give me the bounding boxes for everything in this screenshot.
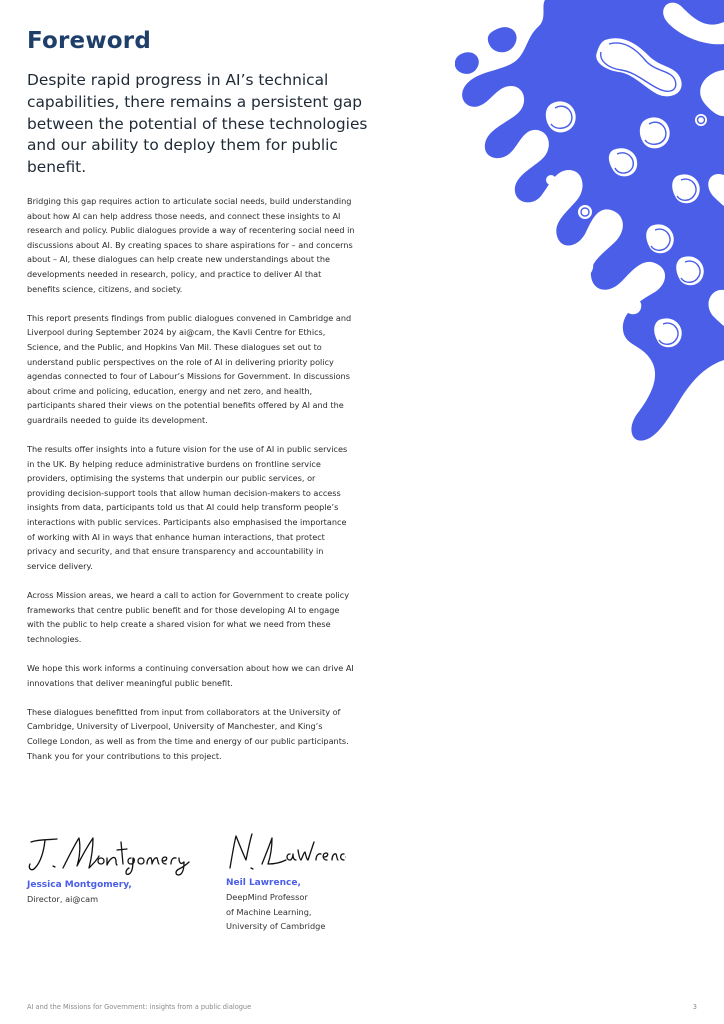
signatory-lawrence <box>226 830 406 934</box>
signature-lawrence <box>226 830 346 874</box>
body-text <box>27 194 355 778</box>
paragraph: Bridging this gap requires action to articulate social needs, build understanding about how AI can help address those needs, and connect these insights to AI research and policy. Public dialogues provide a way of recentering social need in discussions about AI. By creating spaces to share aspirations for – and concerns about – AI, these dialogues can help create new understandings about the developments needed in research, policy, and practice to deliver AI that benefits science, citizens, and society. <box>27 196 355 294</box>
intro-lede: Despite rapid progress in AI’s technical capabilities, there remains a persistent gap between the potential of these technologies and our ability to deploy them for public benefit. <box>27 71 368 177</box>
signatory-role: University of Cambridge <box>226 921 326 931</box>
paragraph: We hope this work informs a continuing conversation about how we can drive AI innovations that deliver meaningful public benefit. <box>27 663 354 688</box>
paragraph: Across Mission areas, we heard a call to action for Government to create policy frameworks that centre public benefit and for those developing AI to engage with the public to help create a shared vision for what we need from these technologies. <box>27 590 350 644</box>
signatory-montgomery <box>27 834 207 907</box>
signatory-role: Director, ai@cam <box>27 894 99 904</box>
coral-solid-shapes <box>455 0 724 441</box>
signatory-name: Neil Lawrence, <box>226 878 301 888</box>
paragraph: The results offer insights into a future vision for the use of AI in public services in the UK. By helping reduce administrative burdens on frontline service providers, optimising the systems that underpin our public services, or providing decision-support tools that allow human decision-makers to access insights from data, participants told us that AI could help transform people’s interactions with public services. Participants also emphasised the importance of working with AI in ways that enhance human interactions, that protect privacy and security, and that ensure transparency and accountability in service delivery. <box>27 444 348 571</box>
signatory-role: DeepMind Professor <box>226 892 308 902</box>
footer-text: AI and the Missions for Government: insights from a public dialogue <box>27 1003 252 1011</box>
signatory-name: Jessica Montgomery, <box>27 880 132 890</box>
paragraph: This report presents findings from public dialogues convened in Cambridge and Liverpool during September 2024 by ai@cam, the Kavli Centre for Ethics, Science, and the Public, and Hopkins Van Mil. These dialogues set out to understand public perspectives on the role of AI in delivering priority policy agendas connected to four of Labour’s Missions for Government. In discussions about crime and policing, education, energy and net zero, and health, participants shared their views on the potential benefits offered by AI and the guardrails needed to guide its development. <box>27 312 352 425</box>
signature-montgomery <box>27 834 192 876</box>
page-number: 3 <box>692 1003 697 1011</box>
paragraph: These dialogues benefitted from input from collaborators at the University of Cambridge, University of Liverpool, University of Manchester, and King’s College London, as well as from the time and energy of our public participants. Thank you for your contributions to this project. <box>27 706 349 761</box>
signatory-role: of Machine Learning, <box>226 906 312 917</box>
page-title: Foreword <box>27 28 151 54</box>
decorative-coral-pattern <box>455 0 724 445</box>
